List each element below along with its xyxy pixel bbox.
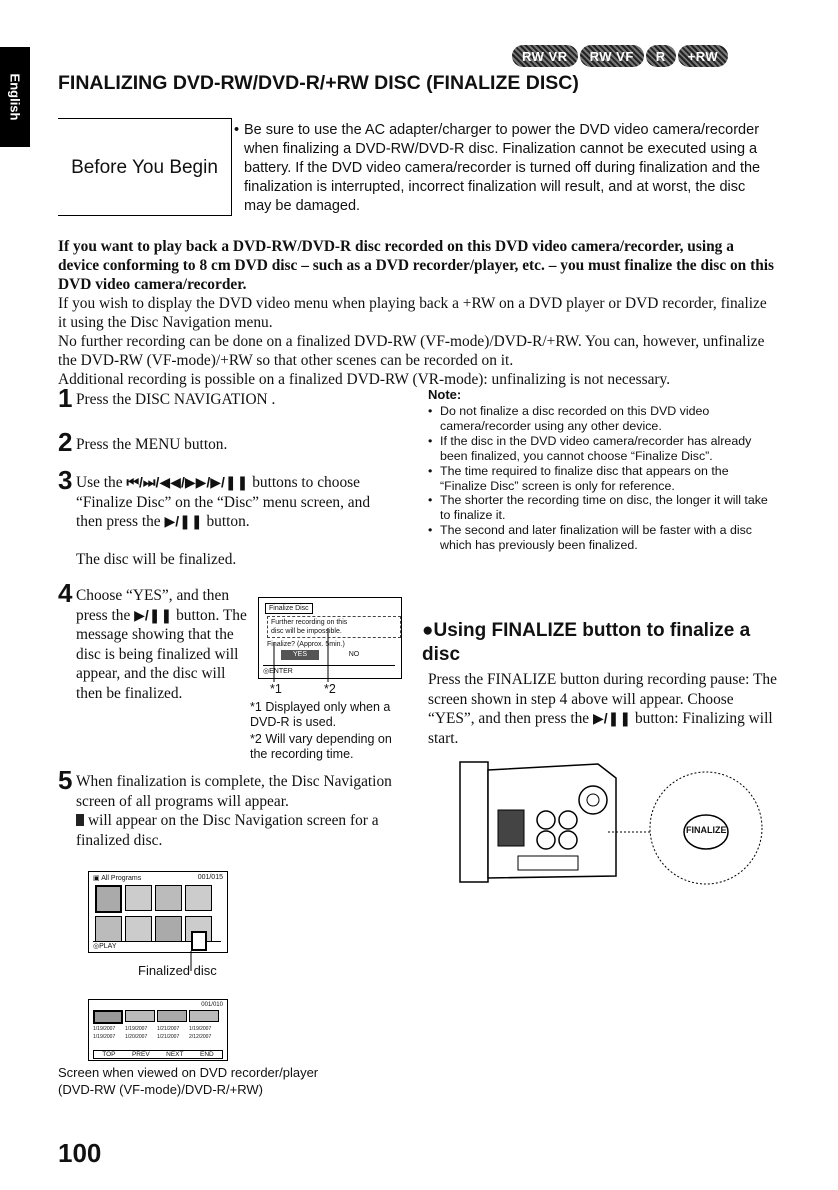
finalized-disc-icon (76, 814, 84, 826)
finalized-marker (191, 931, 207, 951)
play-label: ◎PLAY (93, 941, 221, 950)
step-number: 4 (58, 578, 73, 608)
intro-paragraph: No further recording can be done on a finalized DVD-RW (VF-mode)/DVD-R/+RW. You can, however, unfinalize the DVD-RW (VF-mode)/+RW so that other scenes can be recorded on it. (58, 333, 765, 369)
dvd-player-screen (88, 999, 228, 1061)
note-item: • Do not finalize a disc recorded on this DVD video camera/recorder using any other device. (428, 404, 778, 434)
thumbnail[interactable] (185, 885, 212, 911)
step-4 (58, 578, 72, 609)
screen-title: Finalize Disc (265, 603, 313, 614)
before-you-begin-box (58, 118, 232, 216)
program-counter: 001/010 (201, 1002, 223, 1008)
thumbnail[interactable] (125, 916, 152, 942)
step-3 (58, 465, 72, 496)
nav-next[interactable]: NEXT (166, 1051, 184, 1058)
note-item: • The time required to finalize disc that appears on the “Finalize Disc” screen is only for reference. (428, 464, 778, 494)
badge-rw-vr: RW VR (512, 45, 578, 67)
thumbnail[interactable] (157, 1010, 187, 1022)
step-5-text: When finalization is complete, the Disc Navigation screen of all programs will appear. will appear on the Disc Navigation screen for a finalized disc. (76, 773, 392, 849)
note-item: • If the disc in the DVD video camera/recorder has already been finalized, you cannot choose “Finalize Disc”. (428, 434, 778, 464)
step-number: 2 (58, 427, 73, 457)
thumbnail[interactable] (155, 885, 182, 911)
bullet-icon: ● (422, 620, 434, 641)
footnote-2: *2 Will vary depending on the recording time. (250, 732, 392, 761)
step-5 (58, 765, 72, 796)
step-2-text: Press the MENU button. (76, 436, 228, 453)
thumbnail[interactable] (93, 1010, 123, 1024)
nav-bar (93, 1050, 223, 1059)
note-list (428, 404, 778, 553)
badge-rw-vf: RW VF (580, 45, 644, 67)
callout-mark-1: *1 (270, 682, 282, 696)
disc-icon: ▣ (93, 875, 100, 882)
page-title: FINALIZING DVD-RW/DVD-R/+RW DISC (FINALIZE DISC) (58, 72, 579, 94)
note-title: Note: (428, 387, 462, 402)
callout-mark-2: *2 (324, 682, 336, 696)
bullet-icon: • (234, 122, 240, 138)
thumbnail[interactable] (95, 885, 122, 913)
step-3-text: Use the ⏮/⏭/◀◀/▶▶/▶/❚❚ buttons to choose “Finalize Disc” on the “Disc” menu screen, and then press the ▶/❚❚ button. (76, 474, 371, 530)
play-pause-icon: ▶/❚❚ (164, 513, 203, 529)
nav-end[interactable]: END (199, 1051, 214, 1058)
nav-prev[interactable]: PREV (131, 1051, 150, 1058)
no-option[interactable]: NO (348, 651, 360, 658)
thumbnail-grid: 1/19/2007 1/19/2007 1/21/2007 1/19/2007 1/19/2007 1/20/2007 1/21/2007 2/12/2007 (93, 1010, 223, 1040)
step-number: 3 (58, 465, 73, 495)
intro-paragraph: If you wish to display the DVD video menu when playing back a +RW on a DVD player or DVD recorder, finalize it using the Disc Navigation menu. (58, 295, 767, 331)
nav-top[interactable]: TOP (102, 1051, 116, 1058)
player-caption: Screen when viewed on DVD recorder/player (DVD-RW (VF-mode)/DVD-R/+RW) (58, 1065, 319, 1097)
thumbnail[interactable] (155, 916, 182, 942)
badge-plus-rw: +RW (678, 45, 729, 67)
before-you-begin-text: • Be sure to use the AC adapter/charger to power the DVD video camera/recorder when finalizing a DVD-RW/DVD-R disc. Finalization cannot be executed using a battery. If the DVD video camera/recorder is turned off during finalization and the finalization is interrupted, incorrect finalization will result, and at worst, the disc may be damaged. (234, 122, 761, 214)
note-item: • The shorter the recording time on disc, the longer it will take to finalize it. (428, 493, 778, 523)
intro-paragraph: Additional recording is possible on a finalized DVD-RW (VR-mode): unfinalizing is not necessary. (58, 371, 671, 388)
finalize-button-text: Press the FINALIZE button during recording pause: The screen shown in step 4 above will appear. Choose “YES”, and then press the ▶/❚❚ button: Finalizing will start. (428, 671, 777, 747)
program-counter: 001/015 (197, 874, 223, 881)
enter-icon: ◎ (93, 943, 100, 950)
play-pause-icon: ▶/❚❚ (134, 606, 173, 623)
note-box (428, 387, 778, 553)
thumbnail[interactable] (95, 916, 122, 942)
screen-message: Further recording on this disc will be impossible. (267, 616, 401, 638)
screen-question: Finalize? (Approx. 5min.) (267, 641, 345, 648)
page-number: 100 (58, 1138, 102, 1168)
thumbnail[interactable] (125, 1010, 155, 1022)
before-you-begin-label: Before You Begin (71, 157, 218, 178)
thumbnail[interactable] (189, 1010, 219, 1022)
yes-option[interactable]: YES (281, 650, 319, 660)
disc-navigation-screen (88, 871, 228, 953)
intro-bold: If you want to play back a DVD-RW/DVD-R disc recorded on this DVD video camera/recorder, using a device conforming to 8 cm DVD disc – such as a DVD recorder/player, etc. – you must finalize the disc on this DVD video camera/recorder. (58, 238, 775, 293)
language-tab: English (0, 47, 30, 147)
enter-icon: ◎ (263, 668, 270, 675)
all-programs-label: ▣ All Programs (93, 875, 142, 882)
note-item: • The second and later finalization will be faster with a disc which has previously been finalized. (428, 523, 778, 553)
step-1 (58, 383, 72, 414)
thumbnail[interactable] (125, 885, 152, 911)
finalize-callout-label: FINALIZE (686, 825, 727, 835)
playback-buttons-icon: ⏮/⏭/◀◀/▶▶/▶/❚❚ (126, 474, 249, 490)
screen-enter: ◎ENTER (263, 665, 395, 676)
intro-text (58, 237, 778, 389)
finalized-disc-caption: Finalized disc (138, 963, 217, 978)
step-4-text: Choose “YES”, and then press the ▶/❚❚ button. The message showing that the disc is being finalized will appear, and the disc will then be finalized. (76, 587, 247, 702)
disc-type-badges (512, 45, 728, 69)
step-3-result: The disc will be finalized. (76, 551, 237, 568)
step-number: 5 (58, 765, 73, 795)
footnote-1: *1 Displayed only when a DVD-R is used. (250, 700, 391, 729)
step-1-text: Press the DISC NAVIGATION . (76, 391, 276, 408)
play-pause-icon: ▶/❚❚ (592, 710, 632, 726)
step-2 (58, 427, 72, 458)
badge-r: R (646, 45, 676, 67)
step-number: 1 (58, 383, 73, 413)
finalize-button-heading: ●Using FINALIZE button to finalize a disc (422, 620, 751, 665)
